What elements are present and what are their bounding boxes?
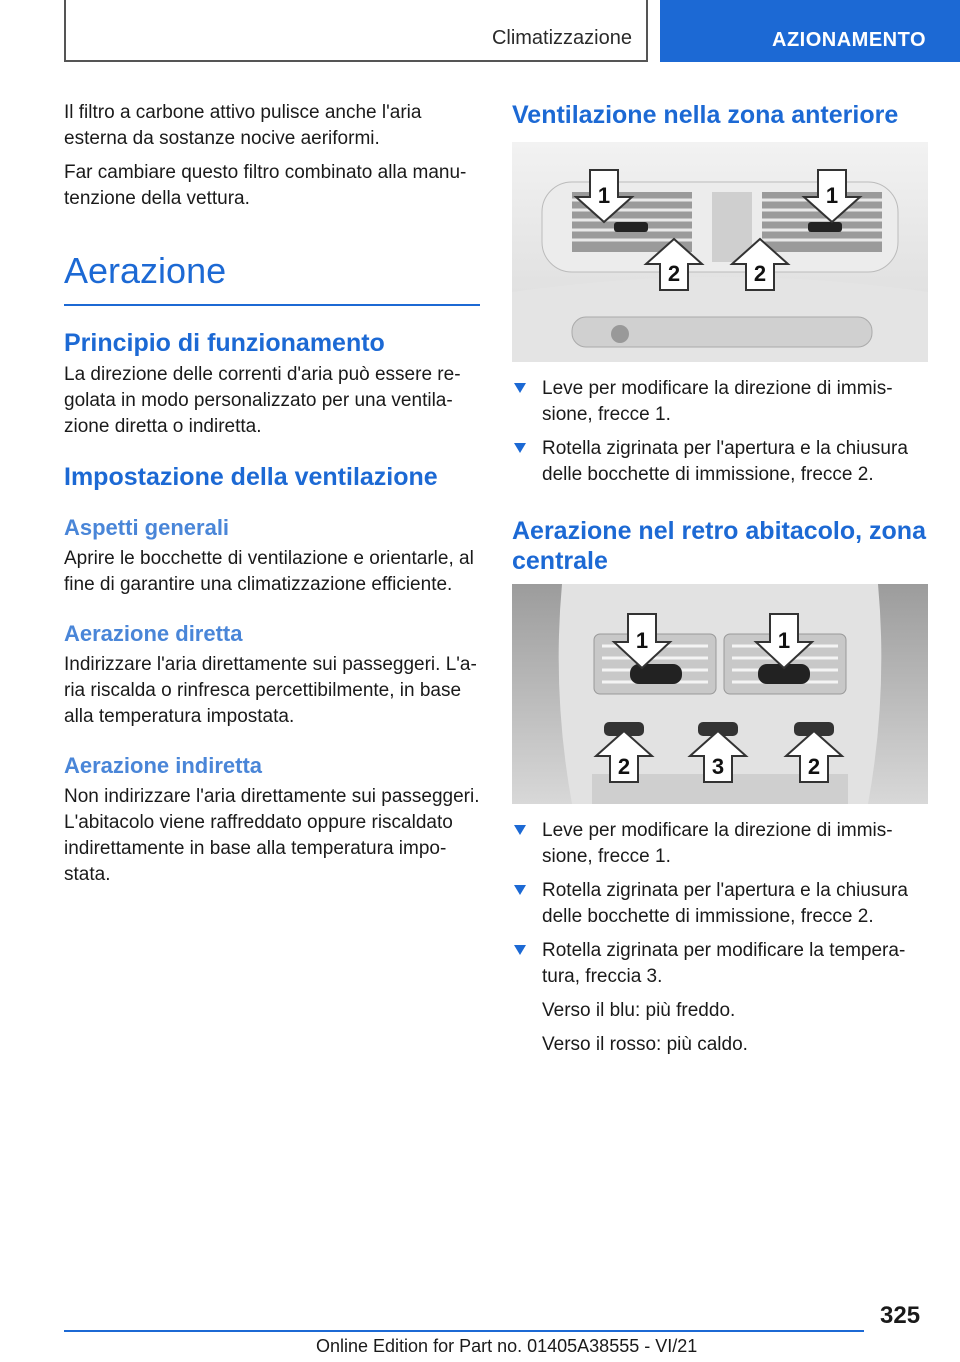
figure2-label-1-left: 1 xyxy=(635,628,649,653)
figure1-label-1-right: 1 xyxy=(825,183,839,208)
left-column xyxy=(64,100,480,896)
bullet-triangle-icon xyxy=(514,885,526,895)
intro-paragraph-2: Far cambiare questo filtro combinato alla manutenzione della vettura. xyxy=(64,162,467,209)
list-item: Rotella zigrinata per modificare la temperatura, freccia 3. xyxy=(512,938,928,990)
footer-edition: Online Edition for Part no. 01405A38555 - VI/21 xyxy=(316,1336,698,1356)
figure2-label-3-center: 3 xyxy=(711,754,725,779)
bullet-triangle-icon xyxy=(514,443,526,453)
temperature-note-red: Verso il rosso: più caldo. xyxy=(542,1034,748,1055)
footer-divider xyxy=(64,1330,864,1332)
bullet-triangle-icon xyxy=(514,945,526,955)
rear-vents-list xyxy=(512,818,928,990)
principio-text: La direzione delle correnti d'aria può essere regolata in modo personalizzato per una ventilazione diretta o indiretta. xyxy=(64,364,461,437)
heading-aspetti-generali: Aspetti generali xyxy=(64,515,230,540)
right-column xyxy=(512,100,928,1066)
indiretta-text: Non indirizzare l'aria direttamente sui passeggeri. L'abitacolo viene raffreddato oppure riscaldato indirettamente in base alla temperatura impostata. xyxy=(64,786,480,885)
front-vents-list xyxy=(512,376,928,488)
list-item: Leve per modificare la direzione di immissione, frecce 1. xyxy=(512,376,928,428)
rear-vents-illustration xyxy=(512,584,928,804)
figure2-label-2-right: 2 xyxy=(807,754,821,779)
heading-aerazione-diretta: Aerazione diretta xyxy=(64,621,243,646)
page-number: 325 xyxy=(880,1302,921,1329)
intro-paragraph-1: Il filtro a carbone attivo pulisce anche l'aria esterna da sostanze nocive aeriformi. xyxy=(64,102,422,149)
header-chapter-tab xyxy=(660,0,960,62)
heading-principio: Principio di funzionamento xyxy=(64,329,385,357)
list-item: Rotella zigrinata per l'apertura e la chiusura delle bocchette di immissione, frecce 2. xyxy=(512,878,928,930)
figure1-label-2-right: 2 xyxy=(753,261,767,286)
section-title-aerazione: Aerazione xyxy=(64,250,480,306)
heading-aerazione-indiretta: Aerazione indiretta xyxy=(64,753,263,778)
heading-aerazione-retro: Aerazione nel retro abitacolo, zona centrale xyxy=(512,517,926,575)
header-section-title: Climatizzazione xyxy=(491,27,632,49)
heading-impostazione: Impostazione della ventilazione xyxy=(64,463,438,491)
temperature-note-blue: Verso il blu: più freddo. xyxy=(542,1000,736,1021)
aspetti-text: Aprire le bocchette di ventilazione e orientarle, al fine di garantire una climatizzazione efficiente. xyxy=(64,548,474,595)
bullet-triangle-icon xyxy=(514,383,526,393)
heading-ventilazione-anteriore: Ventilazione nella zona anteriore xyxy=(512,101,899,129)
list-item: Leve per modificare la direzione di immissione, frecce 1. xyxy=(512,818,928,870)
figure2-label-1-right: 1 xyxy=(777,628,791,653)
figure1-label-1-left: 1 xyxy=(597,183,611,208)
diretta-text: Indirizzare l'aria direttamente sui passeggeri. L'aria riscalda o rinfresca percettibilmente, in base alla temperatura impostata. xyxy=(64,654,477,727)
header-chapter-title: AZIONAMENTO xyxy=(772,29,927,51)
front-vents-illustration xyxy=(512,142,928,362)
figure2-label-2-left: 2 xyxy=(617,754,631,779)
header-section-box xyxy=(64,0,648,62)
bullet-triangle-icon xyxy=(514,825,526,835)
figure1-label-2-left: 2 xyxy=(667,261,681,286)
list-item: Rotella zigrinata per l'apertura e la chiusura delle bocchette di immissione, frecce 2. xyxy=(512,436,928,488)
